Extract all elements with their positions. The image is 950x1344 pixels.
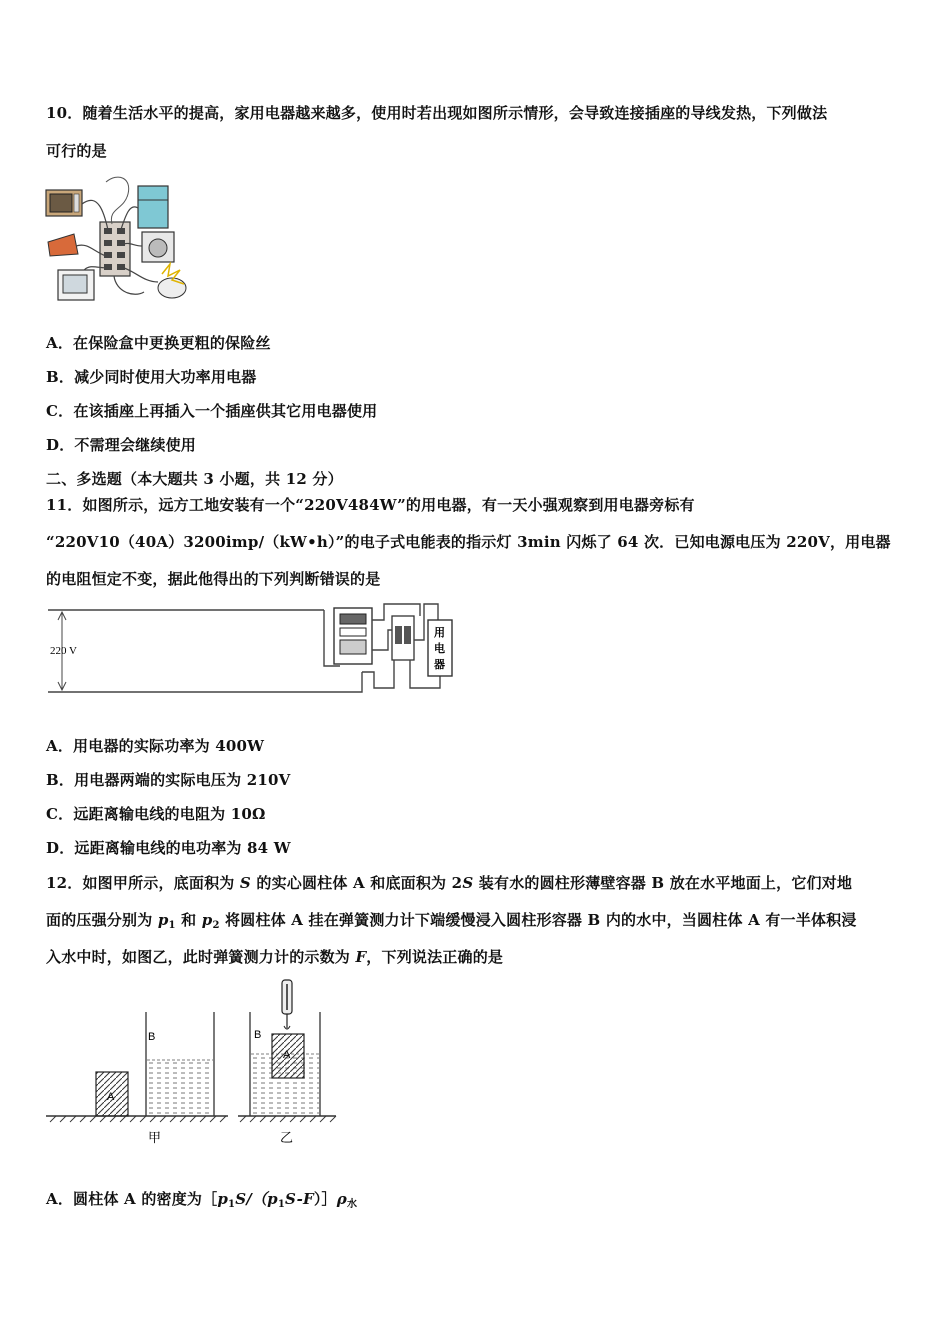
q11-stem-line2: “220V10（40A）3200imp/（kW•h）”的电子式电能表的指示灯 3min 闪烁了 64 次．已知电源电压为 220V，用电器 <box>46 533 891 551</box>
q11-stem-line3: 的电阻恒定不变，据此他得出的下列判断错误的是 <box>46 570 381 588</box>
q12-stem-line2: 面的压强分别为 $p_1$ 和 $p_2$ 将圆柱体 A 挂在弹簧测力计下端缓慢浸入圆柱形容器 B 内的水中，当圆柱体 A 有一半体积浸 <box>46 911 857 931</box>
q10-stem-line2: 可行的是 <box>46 142 107 160</box>
cylinder-container-diagram <box>44 976 344 1150</box>
q10-option-d: D．不需理会继续使用 <box>46 436 197 454</box>
long-distance-circuit-diagram <box>44 600 462 702</box>
label-b-left: B <box>148 1031 156 1043</box>
section2-heading: 二、多选题（本大题共 3 小题，共 12 分） <box>46 470 343 488</box>
appliance-label-char2: 电 <box>434 643 445 655</box>
label-b-right: B <box>254 1029 262 1041</box>
q12-stem-line1: 12．如图甲所示，底面积为 S 的实心圆柱体 A 和底面积为 2S 装有水的圆柱形薄壁容器 B 放在水平地面上，它们对地 <box>46 874 853 892</box>
q10-option-c: C．在该插座上再插入一个插座供其它用电器使用 <box>46 402 378 420</box>
caption-yi: 乙 <box>280 1130 294 1145</box>
q11-stem-line1: 11．如图所示，远方工地安装有一个“220V484W”的用电器，有一天小强观察到用电器旁标有 <box>46 496 695 514</box>
caption-jia: 甲 <box>148 1130 162 1145</box>
label-a-right: A <box>283 1049 291 1061</box>
appliance-label-char1: 用 <box>434 627 445 639</box>
q12-stem-line3: 入水中时，如图乙，此时弹簧测力计的示数为 F，下列说法正确的是 <box>46 948 504 966</box>
q11-option-d: D．远距离输电线的电功率为 84 W <box>46 839 291 857</box>
q11-option-a: A．用电器的实际功率为 400W <box>46 737 265 755</box>
q12-option-a: A．圆柱体 A 的密度为$[p_1S/(p_1S-F)]\rho_水$ <box>46 1190 358 1210</box>
q11-option-b: B．用电器两端的实际电压为 210V <box>46 771 291 789</box>
q11-option-c: C．远距离输电线的电阻为 10Ω <box>46 805 266 823</box>
q10-option-a: A．在保险盒中更换更粗的保险丝 <box>46 334 271 352</box>
voltage-label: 220 V <box>50 645 77 657</box>
appliances-overloaded-socket-illustration <box>44 172 194 312</box>
label-a-left: A <box>107 1091 115 1103</box>
appliance-label-char3: 器 <box>434 659 445 671</box>
q10-stem-line1: 10．随着生活水平的提高，家用电器越来越多，使用时若出现如图所示情形，会导致连接插座的导线发热，下列做法 <box>46 104 828 122</box>
water-left <box>147 1060 213 1116</box>
q10-option-b: B．减少同时使用大功率用电器 <box>46 368 257 386</box>
